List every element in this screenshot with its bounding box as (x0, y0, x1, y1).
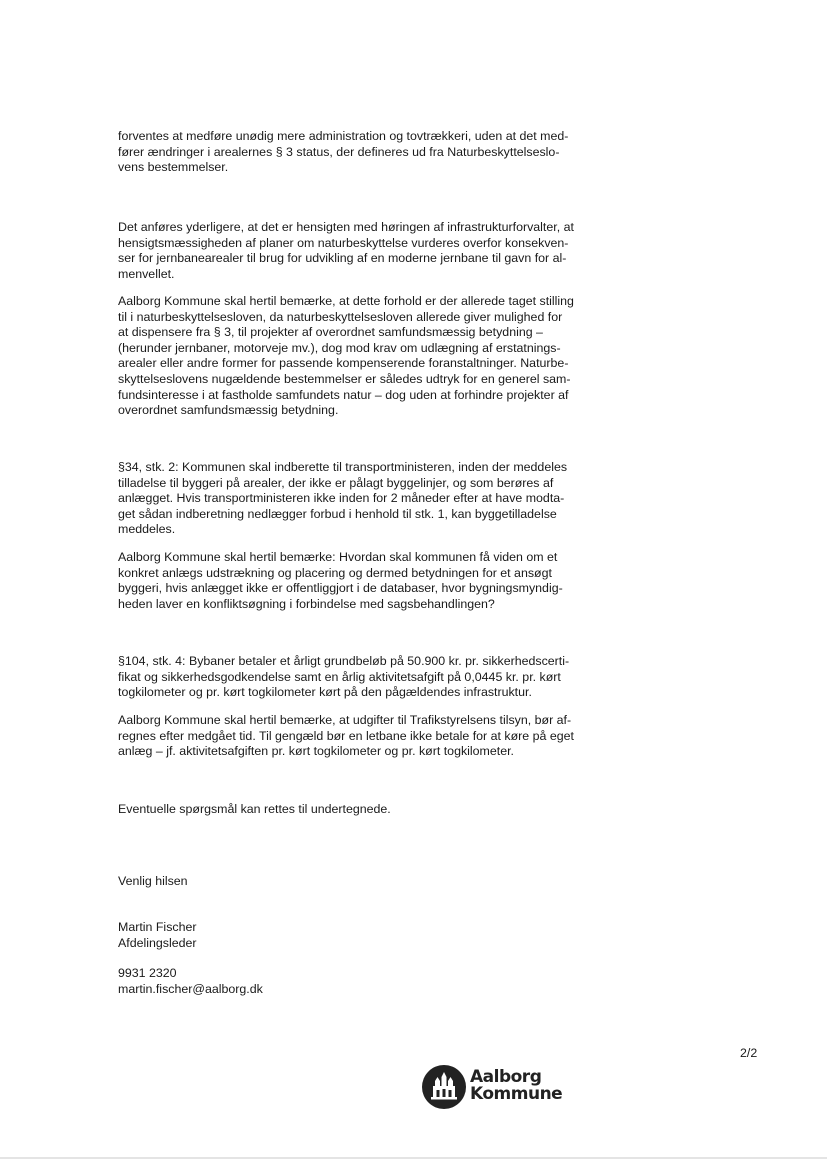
scan-edge-line (0, 1157, 827, 1159)
contact-info: 9931 2320 martin.fischer@aalborg.dk (118, 966, 263, 996)
questions-line: Eventuelle spørgsmål kan rettes til undertegnede. (118, 802, 391, 816)
logo-wordmark: Aalborg Kommune (470, 1067, 563, 1104)
paragraph-section-34-remark: Aalborg Kommune skal hertil bemærke: Hvordan skal kommunen få viden om et konkret anlægs udstrækning og placering og dermed betydningen for et ansøgt byggeri, hvis anlægget ikke er offentliggjort i de databaser, hvor bygningsmyndig- heden laver en konfliktsøgning i forbindelse med sagsbehandlingen? (118, 550, 563, 611)
paragraph-administration: forventes at medføre unødig mere administration og tovtrækkeri, uden at det med- fører ændringer i arealernes § 3 status, der defineres ud fra Naturbeskyttelseslo- vens bestemmelser. (118, 129, 569, 175)
aalborg-kommune-logo (421, 1064, 571, 1110)
greeting: Venlig hilsen (118, 874, 188, 888)
paragraph-infrastructure-hearing: Det anføres yderligere, at det er hensigten med høringen af infrastrukturforvalter, at hensigtsmæssigheden af planer om naturbeskyttelse vurderes overfor konsekven- ser for jernbanearealer til brug for udvikling af en moderne jernbane til gavn for al- menvellet. (118, 220, 574, 281)
aalborg-coat-of-arms-icon (421, 1064, 467, 1110)
paragraph-section-104: §104, stk. 4: Bybaner betaler et årligt grundbeløb på 50.900 kr. pr. sikkerhedscerti- fikat og sikkerhedsgodkendelse samt en årlig aktivitetsafgift på 0,0445 kr. pr. kørt togkilometer og pr. kørt togkilometer kørt på den pågældendes infrastruktur. (118, 654, 570, 700)
paragraph-section-104-remark: Aalborg Kommune skal hertil bemærke, at udgifter til Trafikstyrelsens tilsyn, bør af- regnes efter medgået tid. Til gengæld bør en letbane ikke betale for at køre på eget anlæg – jf. aktivitetsafgiften pr. kørt togkilometer og pr. kørt togkilometer. (118, 713, 574, 759)
paragraph-nature-protection: Aalborg Kommune skal hertil bemærke, at dette forhold er der allerede taget stilling til i naturbeskyttelsesloven, da naturbeskyttelsesloven allerede giver mulighed for at dispensere fra § 3, til projekter af overordnet samfundsmæssig betydning – (herunder jernbaner, motorveje mv.), dog mod krav om udlægning af erstatnings- arealer eller andre former for passende kompenserende foranstaltninger. Naturbe- skyttelseslovens nugældende bestemmelser er således udtryk for en generel sam- fundsinteresse i at fastholde samfundets natur – dog uden at forhindre projekter af overordnet samfundsmæssig betydning. (118, 294, 574, 418)
page-number: 2/2 (740, 1046, 758, 1060)
signature: Martin Fischer Afdelingsleder (118, 920, 197, 950)
paragraph-section-34: §34, stk. 2: Kommunen skal indberette til transportministeren, inden der meddeles tilladelse til byggeri på arealer, der ikke er pålagt byggelinjer, og som berøres af anlægget. Hvis transportministeren ikke inden for 2 måneder efter at have modta- get sådan indberetning nedlægger forbud i henhold til stk. 1, kan byggetilladelse meddeles. (118, 460, 568, 537)
